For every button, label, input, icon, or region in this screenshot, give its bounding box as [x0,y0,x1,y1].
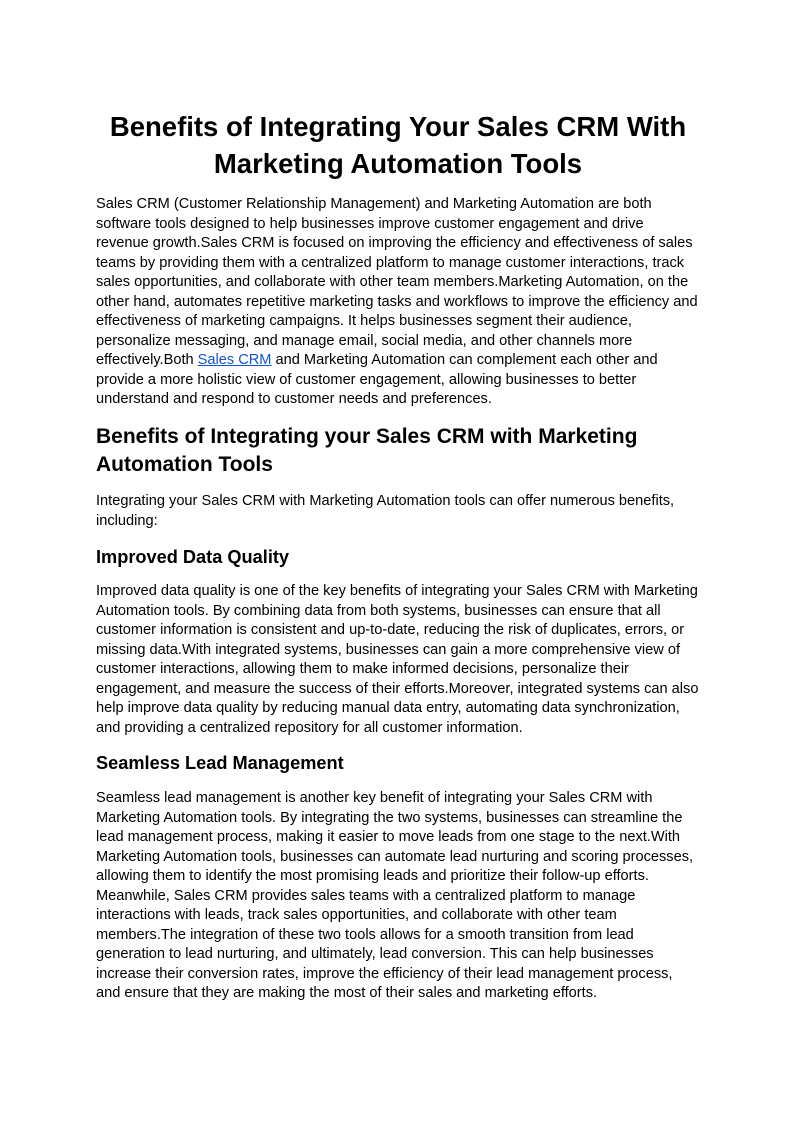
intro-text-start: Sales CRM (Customer Relationship Management) and Marketing Automation are both software tools designed to help businesses improve customer engagement and drive revenue growth.Sales CRM is focused on improving the efficiency and effectiveness of sales teams by providing them with a centralized platform to manage customer interactions, track sales opportunities, and collaborate with other team members.Marketing Automation, on the other hand, automates repetitive marketing tasks and workflows to improve the efficiency and effectiveness of marketing campaigns. It helps businesses segment their audience, personalize messaging, and manage email, social media, and other channels more effectively.Both [96,196,698,368]
subsection-heading-data-quality: Improved Data Quality [96,547,290,567]
data-quality-paragraph: Improved data quality is one of the key benefits of integrating your Sales CRM with Marketing Automation tools. By combining data from both systems, businesses can ensure that all customer information is consistent and up-to-date, reducing the risk of duplicates, errors, or missing data.With integrated systems, businesses can gain a more comprehensive view of customer interactions, allowing them to make informed decisions, personalize their engagement, and measure the success of their efforts.Moreover, integrated systems can also help improve data quality by reducing manual data entry, automating data synchronization, and providing a centralized repository for all customer information. [96,583,699,736]
section-heading: Benefits of Integrating your Sales CRM with Marketing Automation Tools [96,425,638,476]
page-title: Benefits of Integrating Your Sales CRM With Marketing Automation Tools [109,111,687,179]
section-intro-paragraph: Integrating your Sales CRM with Marketing Automation tools can offer numerous benefits, including: [96,493,675,529]
sales-crm-link[interactable]: Sales CRM [197,352,272,368]
intro-paragraph [96,195,700,410]
lead-management-paragraph: Seamless lead management is another key benefit of integrating your Sales CRM with Marketing Automation tools. By integrating the two systems, businesses can streamline the lead management process, making it easier to move leads from one stage to the next.With Marketing Automation tools, businesses can automate lead nurturing and scoring processes, allowing them to identify the most promising leads and prioritize their follow-up efforts. Meanwhile, Sales CRM provides sales teams with a centralized platform to manage interactions with leads, track sales opportunities, and collaborate with other team members.The integration of these two tools allows for a smooth transition from lead generation to lead nurturing, and ultimately, lead conversion. This can help businesses increase their conversion rates, improve the efficiency of their lead management process, and ensure that they are making the most of their sales and marketing efforts. [96,790,694,1001]
subsection-heading-lead-management: Seamless Lead Management [96,753,344,773]
intro-text-end: and Marketing Automation can complement each other and provide a more holistic view of customer engagement, allowing businesses to better understand and respond to customer needs and preferences. [96,352,658,407]
